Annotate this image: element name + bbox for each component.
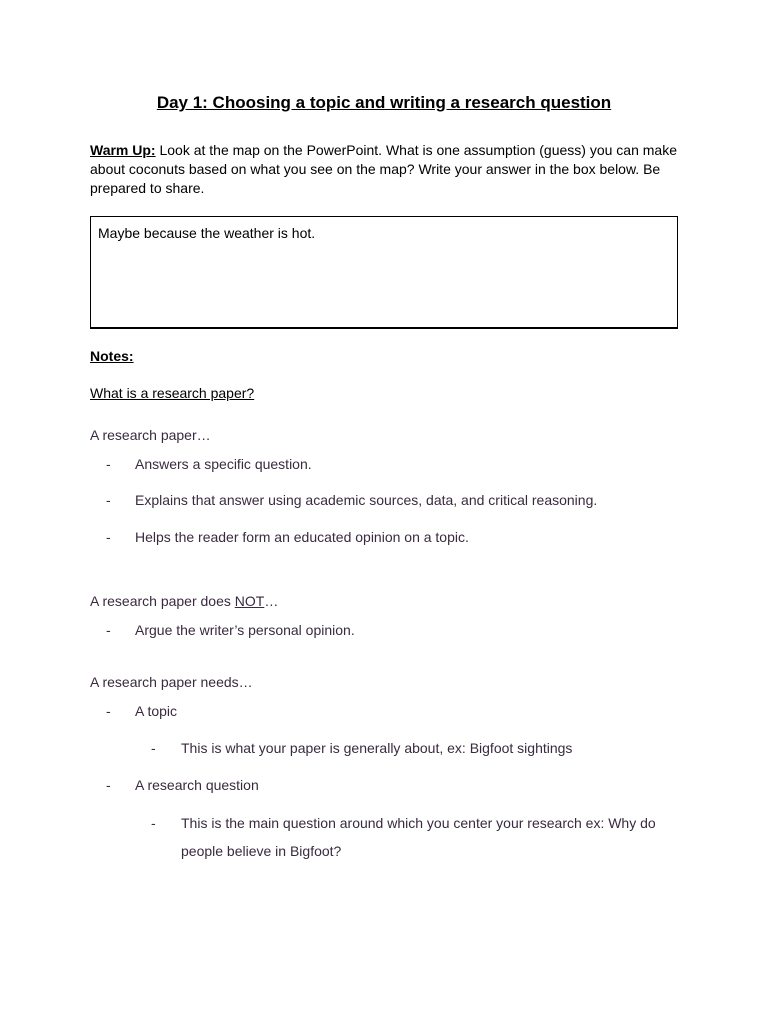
section2-intro [90,593,278,609]
notes-heading: Notes: [90,348,134,364]
list-item: Explains that answer using academic sources, data, and critical reasoning. [135,492,598,508]
sub-bullet-dash: - [151,815,156,831]
page-title: Day 1: Choosing a topic and writing a research question [156,93,612,112]
sub-bullet-dash: - [151,740,156,756]
research-paper-question-heading: What is a research paper? [90,385,255,401]
bullet-dash: - [106,529,111,545]
sub-list-item: This is what your paper is generally about, ex: Bigfoot sightings [181,740,573,756]
section2-intro-after: … [264,593,279,609]
warm-up-label: Warm Up: [90,142,156,158]
list-item: Answers a specific question. [135,456,312,472]
bullet-dash: - [106,622,111,638]
section2-intro-emphasis: NOT [234,593,265,609]
sub-list-item: This is the main question around which you center your research ex: Why do people believe in Bigfoot? [181,815,656,859]
answer-box[interactable] [90,216,678,329]
bullet-dash: - [106,456,111,472]
section1-intro: A research paper… [90,427,211,443]
warm-up-prompt [90,141,680,198]
list-item: Argue the writer’s personal opinion. [135,622,355,638]
section3-intro: A research paper needs… [90,674,253,690]
section2-intro-before: A research paper does [90,593,235,609]
answer-text: Maybe because the weather is hot. [98,225,316,241]
bullet-dash: - [106,777,111,793]
bullet-dash: - [106,492,111,508]
list-item: Helps the reader form an educated opinion on a topic. [135,529,469,545]
warm-up-text: Look at the map on the PowerPoint. What is one assumption (guess) you can make about coconuts based on what you see on the map? Write your answer in the box below. Be prepared to share. [90,142,677,196]
list-item: A research question [135,777,259,793]
list-item: A topic [135,703,178,719]
bullet-dash: - [106,703,111,719]
